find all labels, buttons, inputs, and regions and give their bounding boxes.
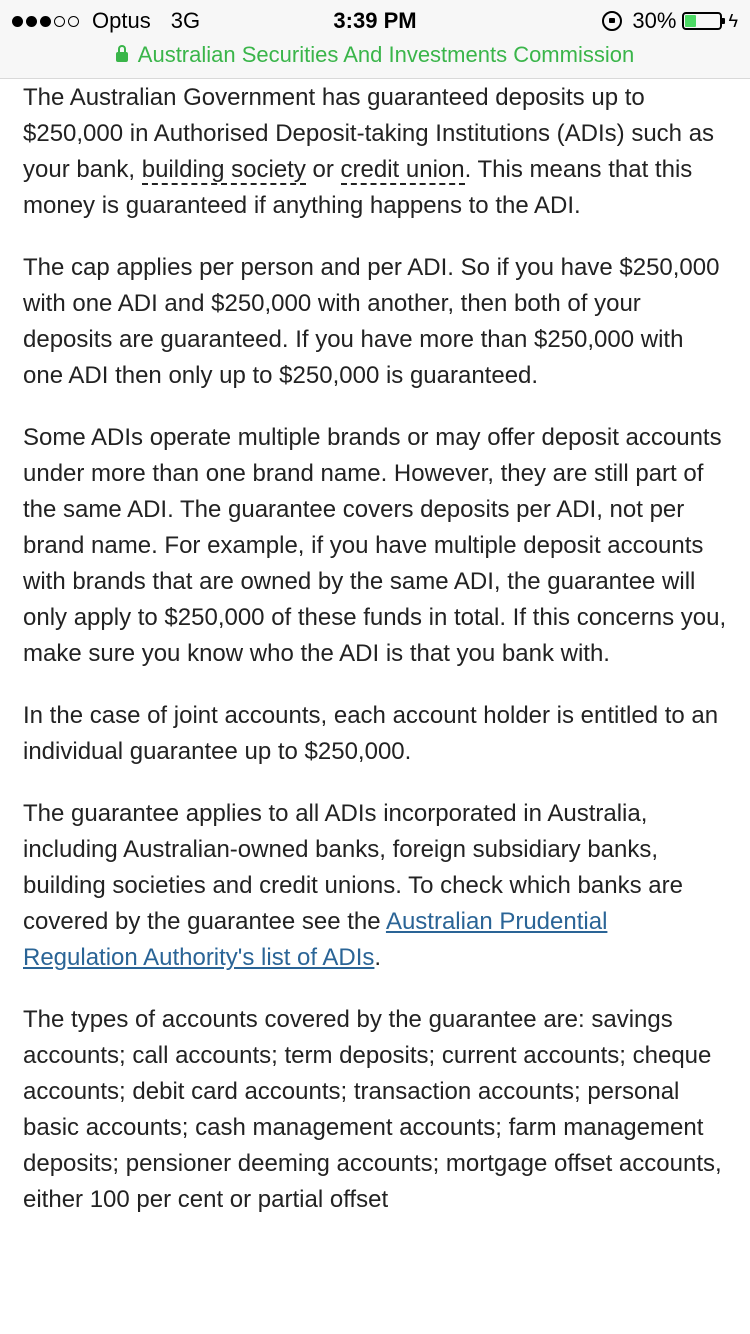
paragraph-brands: Some ADIs operate multiple brands or may offer deposit accounts under more than one brand name. However, they are still part of the same ADI. The guarantee covers deposits per ADI, not per brand name. For example, if you have multiple deposit accounts with brands that are owned by the same ADI, the guarantee will only apply to $250,000 of these funds in total. If this concerns you, make sure you know who the ADI is that you bank with. bbox=[23, 424, 727, 667]
status-bar bbox=[0, 0, 750, 40]
credit-union-link[interactable]: credit union bbox=[340, 156, 465, 183]
battery-fill bbox=[685, 15, 695, 27]
battery-percent: 30% bbox=[632, 8, 677, 33]
paragraph-account-types: The types of accounts covered by the guarantee are: savings accounts; call accounts; term deposits; current accounts; cheque accounts; debit card accounts; transaction accounts; personal basic accounts; cash management accounts; farm management deposits; pensioner deeming accounts; mortgage offset accounts, either 100 per cent or partial offset bbox=[23, 1006, 722, 1213]
status-time: 3:39 PM bbox=[333, 8, 417, 33]
battery-icon bbox=[682, 12, 722, 30]
network-type: 3G bbox=[170, 8, 201, 33]
rotation-lock-icon bbox=[602, 11, 622, 31]
padlock-icon bbox=[116, 52, 128, 62]
paragraph-guarantee-intro: The Australian Government has guaranteed deposits up to $250,000 in Authorised Deposit-taking Institutions (ADIs) such as your bank, building society or credit union. This means that this money is guaranteed if anything happens to the ADI. bbox=[23, 84, 715, 219]
site-name: Australian Securities And Investments Commission bbox=[137, 42, 635, 67]
building-society-link[interactable]: building society bbox=[141, 156, 306, 183]
charging-bolt-icon: ϟ bbox=[728, 10, 738, 31]
carrier-name: Optus bbox=[92, 8, 151, 33]
paragraph-cap: The cap applies per person and per ADI. So if you have $250,000 with one ADI and $250,000 with another, then both of your deposits are guaranteed. If you have more than $250,000 with one ADI then only up to $250,000 is guaranteed. bbox=[23, 254, 720, 389]
paragraph-joint-accounts: In the case of joint accounts, each account holder is entitled to an individual guarantee up to $250,000. bbox=[23, 702, 719, 765]
apra-adi-list-link[interactable]: Australian Prudential Regulation Authority's list of ADIs bbox=[23, 908, 608, 971]
status-right bbox=[602, 8, 738, 34]
url-bar[interactable] bbox=[0, 40, 750, 79]
paragraph-coverage: The guarantee applies to all ADIs incorporated in Australia, including Australian-owned banks, foreign subsidiary banks, building societies and credit unions. To check which banks are covered by the guarantee see the Australian Prudential Regulation Authority's list of ADIs. bbox=[23, 800, 683, 971]
article-content bbox=[23, 80, 728, 1244]
